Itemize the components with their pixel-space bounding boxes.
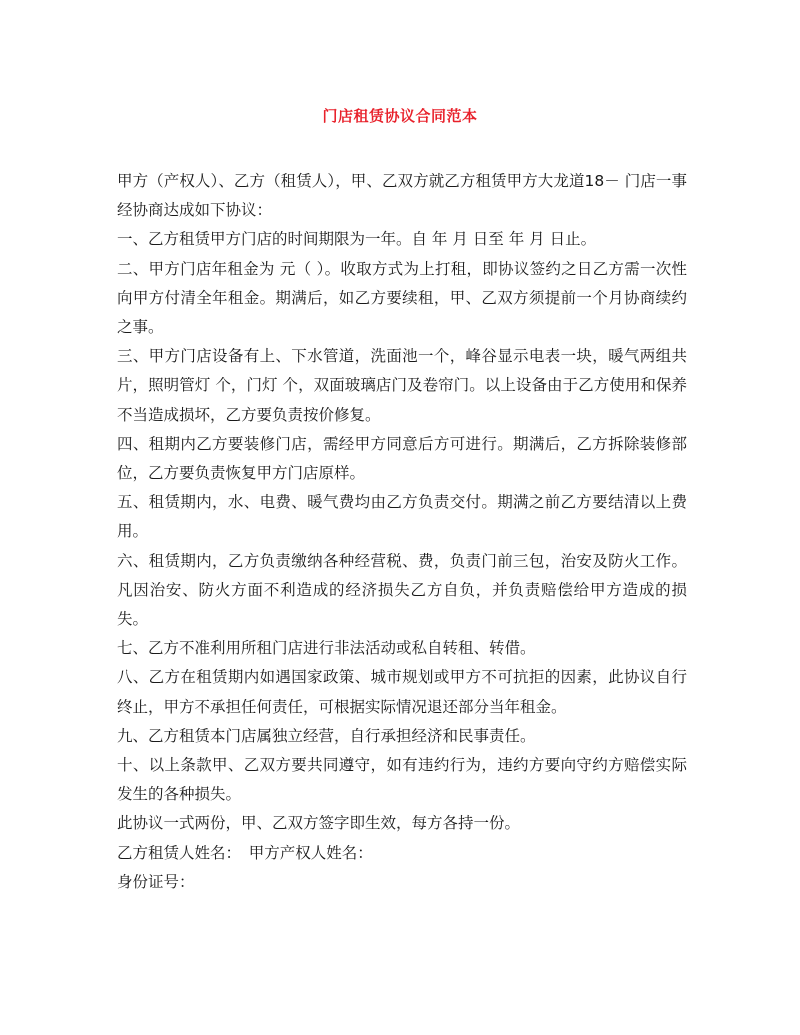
validity-statement: 此协议一式两份，甲、乙双方签字即生效，每方各持一份。 [117,814,521,833]
clause-7: 七、乙方不准利用所租门店进行非法活动或私自转租、转借。 [117,639,536,658]
clause-9: 九、乙方租赁本门店属独立经营，自行承担经济和民事责任。 [117,726,536,745]
id-number-line: 身份证号： [117,872,195,891]
clause-6: 六、租赁期内，乙方负责缴纳各种经营税、费，负责门前三包，治安及防火工作。凡因治安、防火方面不利造成的经济损失乙方自负，并负责赔偿给甲方造成的损失。 [117,551,687,629]
document-body [117,167,687,897]
clause-3: 三、甲方门店设备有上、下水管道，洗面池一个，峰谷显示电表一块，暖气两组共 片，照明管灯 个，门灯 个，双面玻璃店门及卷帘门。以上设备由于乙方使用和保养不当造成损坏，乙方要负责按价修复。 [117,347,687,424]
signature-names-line: 乙方租赁人姓名： 甲方产权人姓名： [117,843,373,862]
clause-1: 一、乙方租赁甲方门店的时间期限为一年。自 年 月 日至 年 月 日止。 [117,230,597,249]
clause-4: 四、租期内乙方要装修门店，需经甲方同意后方可进行。期满后，乙方拆除装修部位，乙方要负责恢复甲方门店原样。 [117,434,687,483]
clause-8: 八、乙方在租赁期内如遇国家政策、城市规划或甲方不可抗拒的因素，此协议自行终止，甲方不承担任何责任，可根据实际情况退还部分当年租金。 [117,668,687,716]
intro-paragraph: 甲方（产权人）、乙方（租赁人），甲、乙双方就乙方租赁甲方大龙道18－ 门店一事经协商达成如下协议： [117,172,687,220]
clause-2: 二、甲方门店年租金为 元（ ）。收取方式为上打租，即协议签约之日乙方需一次性向甲方付清全年租金。期满后，如乙方要续租，甲、乙双方须提前一个月协商续约之事。 [117,259,687,337]
clause-5: 五、租赁期内，水、电费、暖气费均由乙方负责交付。期满之前乙方要结清以上费用。 [117,493,687,541]
document-title: 门店租赁协议合同范本 [322,107,478,125]
clause-10: 十、以上条款甲、乙双方要共同遵守，如有违约行为，违约方要向守约方赔偿实际发生的各种损失。 [117,756,687,804]
